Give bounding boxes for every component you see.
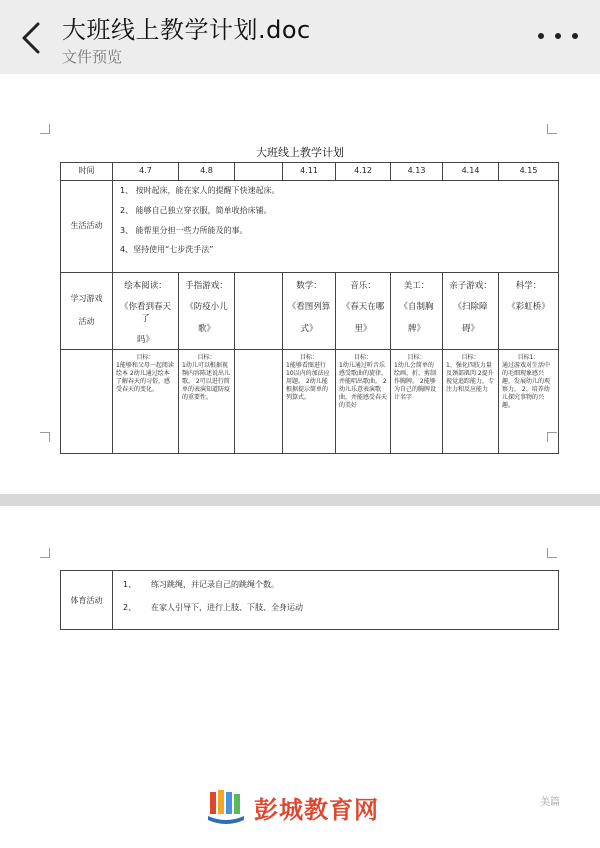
crop-mark: [40, 124, 50, 134]
goal-text: 1幼儿通过听音乐感受歌曲的旋律，并能唱出歌曲。 2幼儿乐意表演歌曲，并能感受春天的美好: [339, 361, 388, 410]
goal-cell: [179, 349, 235, 453]
life-line: 2、 能够自己独立穿衣服，简单收拾床铺。: [120, 205, 272, 215]
course-name: 手指游戏：: [185, 281, 228, 291]
top-bar: [0, 0, 600, 74]
course-name: 美工：: [403, 281, 430, 291]
col-header: 4.15: [499, 163, 559, 181]
goal-text: 1幼儿可以根据视频内容陈述说出儿歌。 2可以进行简单的表演知道防疫的重要性。: [182, 361, 231, 402]
course-cell: [283, 273, 336, 350]
goal-label: 目标1：: [517, 353, 540, 361]
col-header: 4.12: [336, 163, 391, 181]
life-content: [113, 181, 559, 273]
pe-content: [113, 571, 559, 630]
pe-line-text: 在家人引导下，进行上肢、下肢、全身运动: [151, 603, 303, 612]
goal-text: 1、强化四肢力量及颈部肌肉 2提升视觉追踪能力，专注力和反应能力: [446, 361, 495, 394]
course-name: 亲子游戏：: [449, 281, 492, 291]
course-name: 绘本阅读：: [124, 281, 167, 291]
course-cell: [391, 273, 443, 350]
course-cell: [443, 273, 499, 350]
col-header: 4.14: [443, 163, 499, 181]
pe-line-number: 1、: [123, 580, 137, 589]
course-title: 牌》: [407, 323, 425, 334]
goal-cell: [391, 349, 443, 453]
goal-row: [61, 349, 559, 453]
col-header: [235, 163, 283, 181]
life-line: 1、 按时起床，能在家人的提醒下快速起床。: [120, 186, 280, 195]
col-header: 时间: [61, 163, 113, 181]
pe-label: 体育活动: [61, 571, 113, 630]
course-title: 《看图列算: [287, 302, 331, 313]
pe-row: [61, 571, 559, 630]
goal-label: 目标：: [461, 353, 480, 361]
course-name: 音乐：: [350, 281, 376, 291]
goal-cell: [499, 349, 559, 453]
more-dots-icon[interactable]: [538, 28, 578, 44]
document-page-1: [0, 84, 600, 492]
col-header: 4.13: [391, 163, 443, 181]
course-cell: [179, 273, 235, 350]
study-label: [61, 273, 113, 350]
course-title: 《防疫小儿: [185, 302, 228, 313]
goal-cell: [443, 349, 499, 453]
course-cell: [499, 273, 559, 350]
pe-line: [123, 579, 554, 590]
goal-label-cell: [61, 349, 113, 453]
goal-cell: [283, 349, 336, 453]
col-header: 4.7: [113, 163, 179, 181]
study-row: [61, 273, 559, 350]
crop-mark: [40, 432, 50, 442]
life-line: 4、坚持使用“七步洗手法”: [120, 245, 214, 255]
plan-table: [60, 162, 559, 454]
goal-cell: [336, 349, 391, 453]
pe-line: [123, 602, 554, 613]
course-title: 吗》: [136, 335, 154, 346]
course-title: 《你看到春天了: [119, 302, 171, 324]
course-cell: [235, 273, 283, 350]
life-label: 生活活动: [61, 181, 113, 273]
course-title: 《自制胸: [399, 302, 434, 313]
page-separator: [0, 494, 600, 506]
watermark: 美篇: [540, 797, 560, 808]
goal-text: 1幼儿会简单的绘画、折、剪制作胸牌。 2能够为自己的胸牌设计名字: [394, 361, 437, 402]
brand-name: 彭城教育网: [254, 796, 379, 824]
course-title: 歌》: [197, 323, 215, 334]
goal-cell: [113, 349, 179, 453]
pe-line-number: 2、: [123, 603, 137, 612]
book-logo-icon: [206, 786, 246, 826]
goal-label: 目标：: [407, 353, 426, 361]
course-name: 数学：: [296, 281, 322, 291]
goal-cell: [235, 349, 283, 453]
course-name: 科学：: [515, 281, 542, 291]
life-row: [61, 181, 559, 273]
goal-label: 目标：: [197, 353, 216, 361]
course-title: 式》: [300, 323, 318, 334]
crop-mark: [547, 124, 557, 134]
course-title: 《春天在哪: [341, 302, 385, 313]
goal-text: 1能够看图进行10以内的加法应用题。 2幼儿能根据提示简单的列算式。: [286, 361, 330, 402]
goal-text: 通过游戏对生活中的毛细现象感兴趣，发展幼儿的观察力。 2、培养幼儿探究事物的兴趣。: [502, 361, 551, 410]
course-cell: [336, 273, 391, 350]
goal-label: 目标：: [299, 353, 318, 361]
life-line: 3、 能帮里分担一些力所能及的事。: [120, 225, 248, 235]
pe-table: [60, 570, 559, 630]
file-title: 大班线上教学计划.doc: [62, 16, 311, 44]
study-label-line: 活动: [78, 316, 95, 326]
course-title: 碍》: [461, 323, 479, 334]
goal-label: 目标：: [353, 353, 372, 361]
col-header: 4.8: [179, 163, 235, 181]
goal-label: 目标：: [136, 353, 155, 361]
back-chevron-icon[interactable]: [14, 18, 48, 58]
course-title: 《扫除障: [453, 302, 488, 313]
col-header: 4.11: [283, 163, 336, 181]
document-title: 大班线上教学计划: [256, 146, 344, 159]
course-title: 《彩虹桥》: [507, 302, 550, 313]
course-cell: [113, 273, 179, 350]
crop-mark: [40, 548, 50, 558]
header-row: [61, 163, 559, 181]
goal-text: 1能够和父母一起阅读绘本 2幼儿通过绘本了解春天的习俗，感受春天的变化。: [116, 361, 174, 394]
study-label-line: 学习游戏: [70, 294, 103, 304]
pe-line-text: 练习跳绳，并记录自己的跳绳个数。: [151, 580, 279, 589]
file-subtitle: 文件预览: [62, 48, 123, 66]
course-title: 里》: [354, 323, 372, 334]
crop-mark: [547, 548, 557, 558]
